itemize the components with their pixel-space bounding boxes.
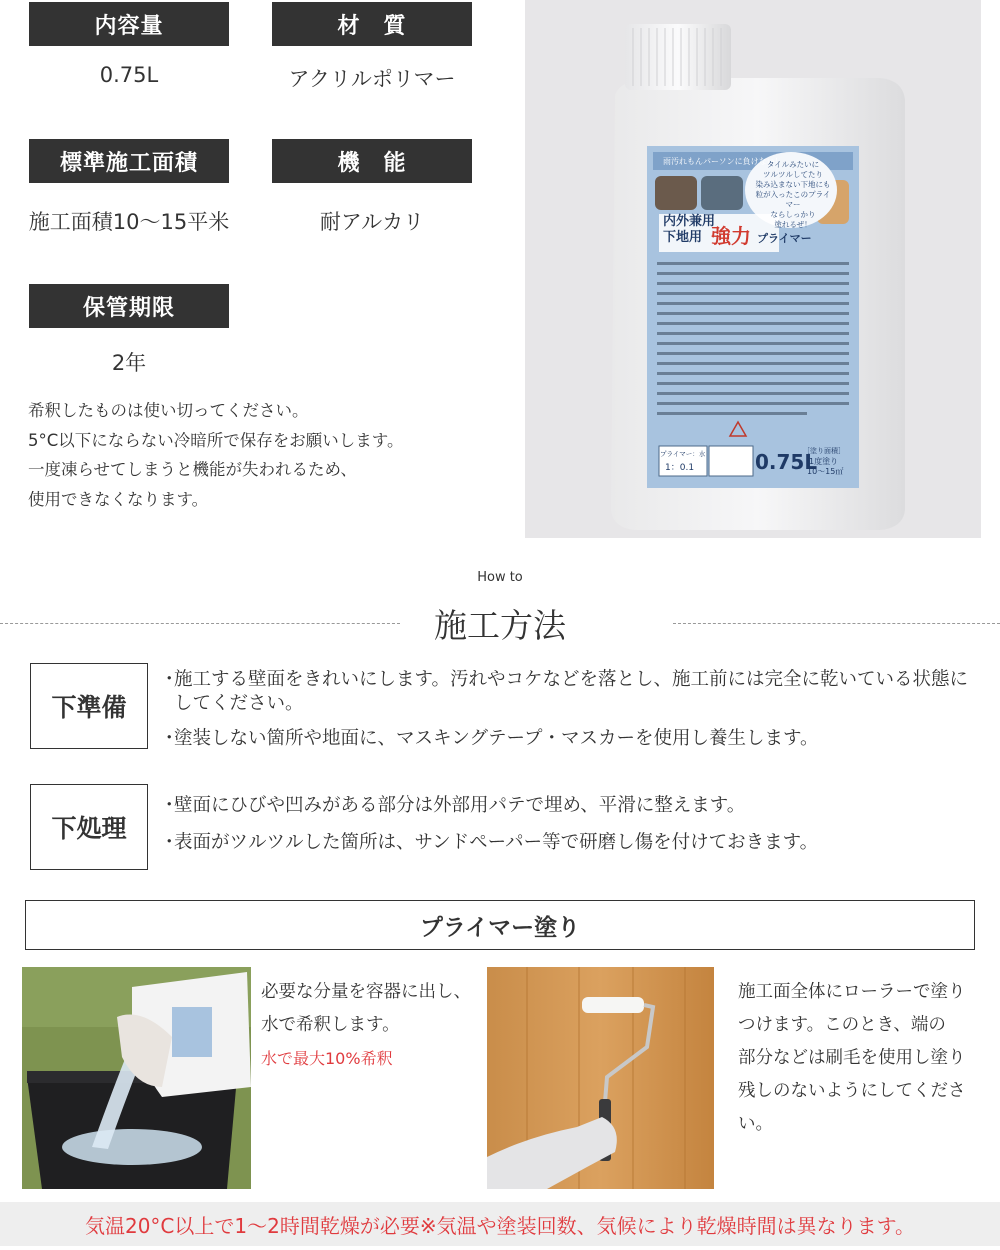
speech-line: 塗れるぜ！	[774, 220, 812, 229]
step-prep-bullet	[160, 727, 980, 751]
spec-value-coverage: 施工面積10〜15平米	[28, 210, 230, 234]
spec-value-material: アクリルポリマー	[288, 67, 456, 91]
step-label-treatment: 下処理	[30, 784, 148, 870]
pouring-illustration	[22, 967, 251, 1189]
pouring-description	[261, 976, 481, 1075]
spec-label-volume: 内容量	[29, 2, 229, 46]
roller-text-line: つけます。このとき、端の	[738, 1015, 946, 1035]
speech-line: 粒が入ったこのプライマー	[755, 190, 831, 209]
roller-illustration	[487, 967, 714, 1189]
product-ratio-label: プライマー：水	[660, 450, 706, 458]
bullet-text: 表面がツルツルした箇所は、サンドペーパー等で研磨し傷を付けておきます。	[174, 832, 819, 853]
product-coat-label: ［塗り面積］	[803, 447, 845, 455]
speech-line: タイルみたいに	[766, 160, 820, 169]
roller-description	[738, 976, 978, 1141]
pouring-photo	[22, 967, 251, 1189]
spec-value-volume: 0.75L	[99, 63, 159, 87]
storage-note-line: 希釈したものは使い切ってください。	[28, 401, 309, 420]
spec-value-function: 耐アルカリ	[319, 210, 425, 234]
step-prep-bullet	[160, 668, 980, 716]
bullet-text: 壁面にひびや凹みがある部分は外部用パテで埋め、平滑に整えます。	[174, 795, 746, 816]
speech-line: 染み込まない下地にも	[755, 180, 831, 189]
product-photo	[525, 0, 981, 538]
pouring-text-line: 必要な分量を容器に出し、	[261, 982, 471, 1002]
section-title: 施工方法	[434, 606, 566, 645]
product-coat-area: 10〜15㎡	[807, 467, 844, 476]
bullet-mark: ・	[160, 728, 179, 749]
primer-section-title: プライマー塗り	[25, 900, 975, 950]
speech-line: ならしっかり	[770, 210, 816, 219]
bullet-text: 施工する壁面をきれいにします。汚れやコケなどを落とし、施工前には完全に乾いている状態にしてください。	[174, 669, 969, 714]
speech-line: ツルツルしてたり	[763, 170, 823, 179]
spec-label-function: 機 能	[272, 139, 472, 183]
step-treatment-bullet	[160, 794, 980, 818]
storage-note-line: 一度凍らせてしまうと機能が失われるため、	[28, 460, 357, 479]
roller-text-line: い。	[738, 1114, 773, 1134]
bullet-mark: ・	[160, 832, 179, 853]
spec-value-shelf-life: 2年	[111, 351, 147, 375]
roller-text-line: 残しのないようにしてくださ	[738, 1081, 966, 1101]
step-treatment-bullet	[160, 831, 980, 855]
product-volume: 0.75L	[755, 450, 818, 474]
product-banner: 雨汚れもんパーソンに負けない！	[663, 157, 783, 166]
bullet-text: 塗装しない箇所や地面に、マスキングテープ・マスカーを使用し養生します。	[174, 728, 819, 749]
storage-note-line: 5°C以下にならない冷暗所で保存をお願いします。	[28, 430, 404, 450]
product-title-tail: プライマー	[757, 232, 812, 245]
bottle-illustration	[525, 0, 981, 538]
drying-time-note: 気温20°C以上で1〜2時間乾燥が必要※気温や塗装回数、気候により乾燥時間は異なります。	[0, 1202, 1000, 1246]
bullet-mark: ・	[160, 669, 179, 690]
bullet-mark: ・	[160, 795, 179, 816]
product-title-big: 強力	[711, 224, 751, 248]
roller-photo	[487, 967, 714, 1189]
storage-note	[28, 396, 403, 514]
howto-subtitle: How to	[477, 570, 523, 585]
pouring-text-line: 水で希釈します。	[261, 1015, 400, 1035]
roller-text-line: 施工面全体にローラーで塗り	[738, 982, 966, 1002]
spec-label-material: 材 質	[272, 2, 472, 46]
dilution-note: 水で最大10%希釈	[261, 1049, 393, 1068]
product-ratio-value: 1：0.1	[665, 463, 695, 473]
storage-note-line: 使用できなくなります。	[28, 489, 209, 509]
product-title-mid: 下地用	[663, 230, 703, 245]
step-label-prep: 下準備	[30, 663, 148, 749]
product-coat-value: 1度塗り	[809, 457, 839, 466]
product-title-small: 内外兼用	[663, 214, 716, 229]
product-speech	[753, 160, 833, 230]
roller-text-line: 部分などは刷毛を使用し塗り	[738, 1048, 966, 1068]
spec-label-shelf-life: 保管期限	[29, 284, 229, 328]
spec-label-coverage: 標準施工面積	[29, 139, 229, 183]
